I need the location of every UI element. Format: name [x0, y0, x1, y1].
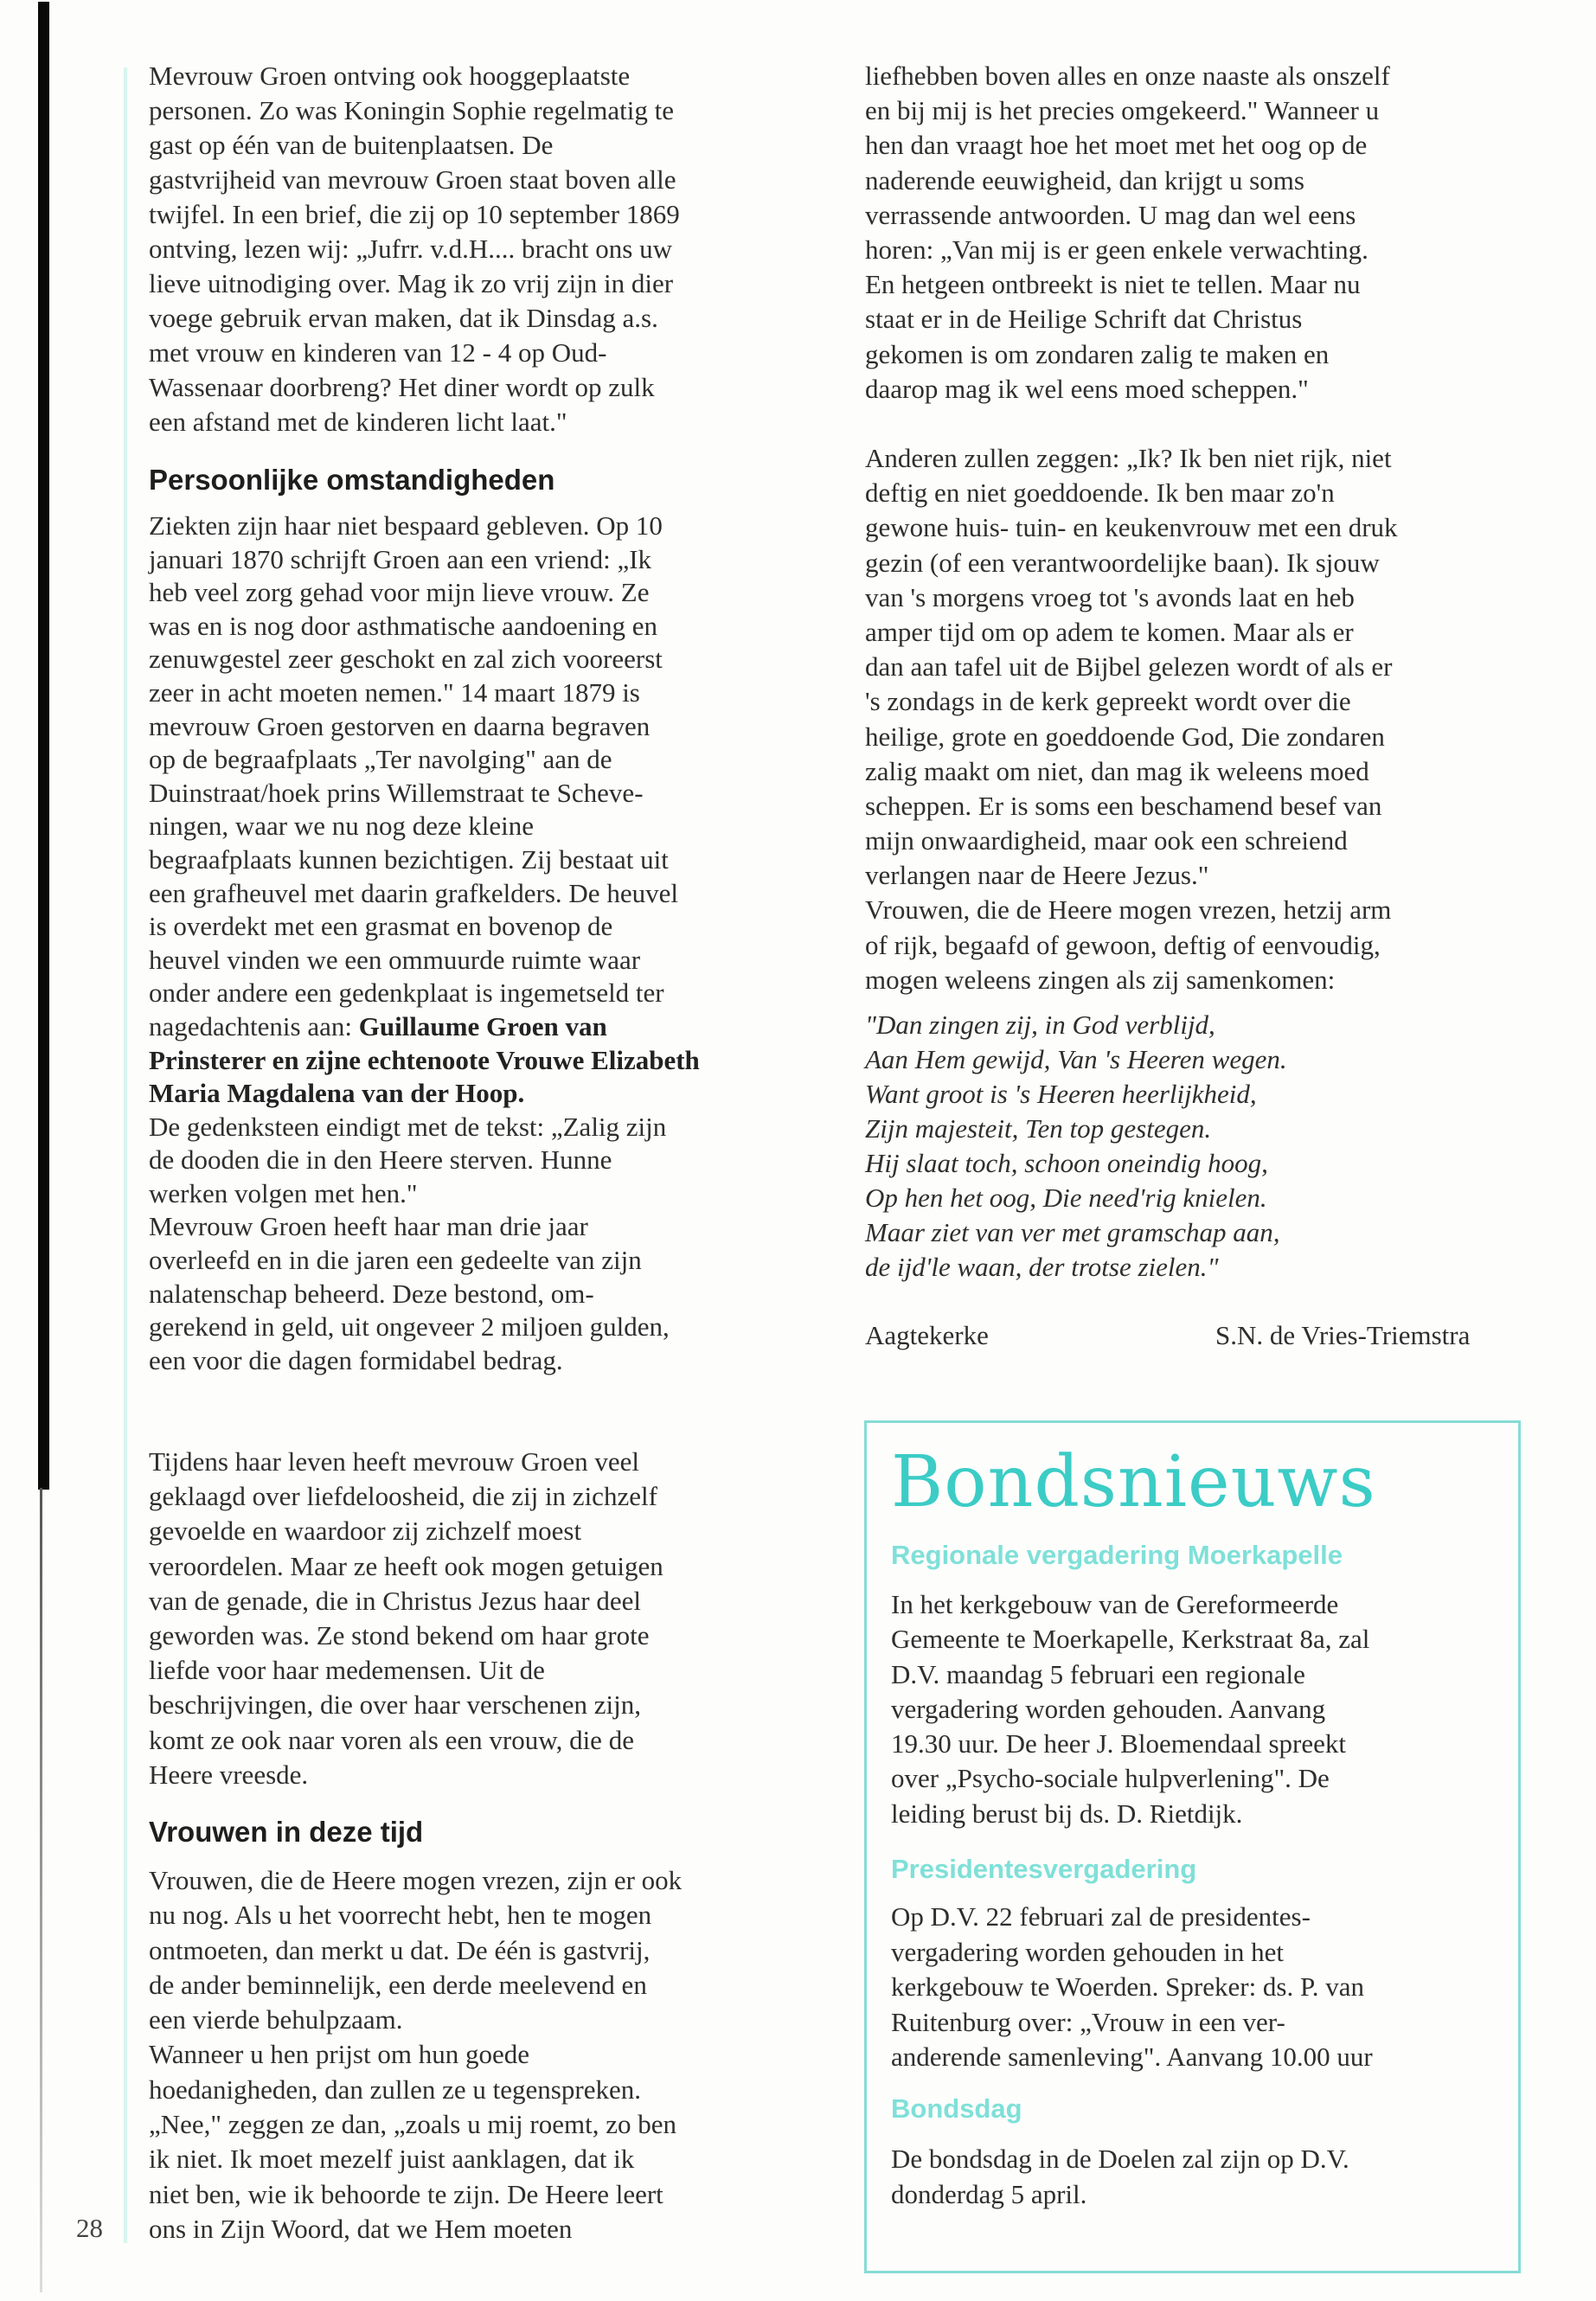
text-line: komt ze ook naar voren als een vrouw, die de: [149, 1724, 634, 1755]
text-line: De gedenksteen eindigt met de tekst: „Zalig zijn: [149, 1111, 667, 1142]
heading-vrouwen-in-deze-tijd: Vrouwen in deze tijd: [149, 1816, 424, 1848]
section-text-presidentes: [891, 1900, 1373, 2075]
scan-edge-line: [40, 1488, 42, 2292]
text-line: liefde voor haar medemensen. Uit de: [149, 1655, 545, 1686]
text-line: daarop mag ik wel eens moed scheppen.": [865, 373, 1309, 404]
text-line: Duinstraat/hoek prins Willemstraat te Scheve-: [149, 777, 644, 808]
text-line: 19.30 uur. De heer J. Bloemendaal spreekt: [891, 1728, 1346, 1759]
text-line: gastvrijheid van mevrouw Groen staat boven alle: [149, 164, 676, 195]
text-line: geworden was. Ze stond bekend om haar grote: [149, 1619, 650, 1650]
text-line: Wassenaar doorbreng? Het diner wordt op zulk: [149, 372, 655, 402]
text-line: lieve uitnodiging over. Mag ik zo vrij zijn in dier: [149, 268, 674, 298]
text-line: liefhebben boven alles en onze naaste als onszelf: [865, 61, 1390, 91]
text-line: In het kerkgebouw van de Gereformeerde: [891, 1589, 1339, 1619]
text-line: twijfel. In een brief, die zij op 10 september 1869: [149, 199, 680, 229]
text-line: "Dan zingen zij, in God verblijd,: [865, 1009, 1215, 1040]
text-line: verlangen naar de Heere Jezus.": [865, 860, 1209, 891]
text-line: [149, 1044, 815, 1078]
text-line: gevoelde en waardoor zij zichzelf moest: [149, 1516, 582, 1547]
text-line: leiding berust bij ds. D. Rietdijk.: [891, 1798, 1243, 1829]
text-line: hen dan vraagt hoe het moet met het oog op de: [865, 130, 1368, 161]
column-rule: [124, 67, 127, 2243]
text-line: Vrouwen, die de Heere mogen vrezen, hetzij arm: [865, 894, 1392, 926]
paragraph-vrouwen: [149, 1863, 815, 2247]
text-line: vergadering worden gehouden in het: [891, 1936, 1284, 1967]
text-line: deftig en niet goeddoende. Ik ben maar zo'n: [865, 478, 1335, 509]
text-line: nagedachtenis aan: Guillaume Groen van: [149, 1010, 607, 1042]
text-line: ontving, lezen wij: „Jufrr. v.d.H.... bracht ons uw: [149, 234, 672, 264]
text-line: overleefd en in die jaren een gedeelte van zijn: [149, 1245, 642, 1276]
text-line: Wanneer u hen prijst om hun goede: [149, 2039, 529, 2070]
heading-persoonlijke-omstandigheden: Persoonlijke omstandigheden: [149, 464, 555, 496]
text-line: een grafheuvel met daarin grafkelders. De heuvel: [149, 877, 678, 908]
text-line: Want groot is 's Heeren heerlijkheid,: [865, 1079, 1257, 1109]
text-line: Op D.V. 22 februari zal de presidentes-: [891, 1901, 1311, 1932]
text-line: Gemeente te Moerkapelle, Kerkstraat 8a, zal: [891, 1624, 1370, 1655]
text-line: amper tijd om op adem te komen. Maar als er: [865, 616, 1354, 647]
text-line: is overdekt met een grasmat en bovenop de: [149, 911, 613, 942]
poem: [865, 1008, 1531, 1285]
section-heading-presidentes: Presidentesvergadering: [891, 1854, 1197, 1884]
text-line: beschrijvingen, die over haar verschenen zijn,: [149, 1689, 641, 1721]
text-line: Anderen zullen zeggen: „Ik? Ik ben niet rijk, niet: [865, 443, 1392, 473]
text-line: 's zondags in de kerk gepreekt wordt over die: [865, 686, 1351, 717]
text-line: „Nee," zeggen ze dan, „zoals u mij roemt, zo ben: [149, 2109, 676, 2140]
text-line: de ander beminnelijk, een derde meelevend en: [149, 1969, 647, 2000]
section-heading-bondsdag: Bondsdag: [891, 2093, 1022, 2124]
text-line: scheppen. Er is soms een beschamend besef van: [865, 790, 1382, 821]
text-line: heb veel zorg gehad voor mijn lieve vrouw. Ze: [149, 577, 650, 608]
text-line: nu nog. Als u het voorrecht hebt, hen te mogen: [149, 1900, 652, 1931]
text-line: een afstand met de kinderen licht laat.": [149, 407, 567, 437]
text-line: van 's morgens vroeg tot 's avonds laat en heb: [865, 581, 1355, 612]
text-line: Hij slaat toch, schoon oneindig hoog,: [865, 1148, 1268, 1178]
text-line: de ijd'le waan, der trotse zielen.": [865, 1252, 1219, 1282]
text-line: een vierde behulpzaam.: [149, 2004, 403, 2035]
text-line: over „Psycho-sociale hulpverlening". De: [891, 1763, 1330, 1794]
text-line: gezin (of een verantwoordelijke baan). Ik sjouw: [865, 547, 1380, 578]
text-line: kerkgebouw te Woerden. Spreker: ds. P. van: [891, 1971, 1365, 2002]
text-line: Mevrouw Groen ontving ook hooggeplaatste: [149, 61, 631, 91]
text-line: ningen, waar we nu nog deze kleine: [149, 811, 535, 842]
text-line: werken volgen met hen.": [149, 1177, 418, 1208]
text-line: De bondsdag in de Doelen zal zijn op D.V.: [891, 2144, 1349, 2174]
text-line: voege gebruik ervan maken, dat ik Dinsdag a.s.: [149, 303, 658, 333]
paragraph-ziekten: [149, 510, 815, 1377]
text-line: Tijdens haar leven heeft mevrouw Groen veel: [149, 1446, 640, 1477]
signature-author: S.N. de Vries-Triemstra: [1215, 1320, 1471, 1350]
text-line: onder andere een gedenkplaat is ingemetseld ter: [149, 977, 664, 1009]
text-line: hoedanigheden, dan zullen ze u tegenspreken.: [149, 2073, 641, 2105]
text-line: op de begraafplaats „Ter navolging" aan de: [149, 744, 612, 775]
text-line: Heere vreesde.: [149, 1759, 309, 1790]
section-heading-regionale: Regionale vergadering Moerkapelle: [891, 1540, 1343, 1570]
text-line: dan aan tafel uit de Bijbel gelezen wordt of als er: [865, 651, 1393, 683]
bold-text: Maria Magdalena van der Hoop.: [149, 1078, 525, 1109]
paragraph-tijdens: [149, 1445, 815, 1792]
text-line: gast op één van de buitenplaatsen. De: [149, 130, 554, 160]
text-line: staat er in de Heilige Schrift dat Christus: [865, 304, 1303, 335]
text-line: vergadering worden gehouden. Aanvang: [891, 1693, 1326, 1724]
text-line: ons in Zijn Woord, dat we Hem moeten: [149, 2213, 573, 2244]
text-line: Ziekten zijn haar niet bespaard gebleven. Op 10: [149, 510, 663, 541]
text-line: [149, 1077, 815, 1111]
text-line: zalig maakt om niet, dan mag ik weleens moed: [865, 755, 1369, 786]
text-line: of rijk, begaafd of gewoon, deftig of eenvoudig,: [865, 929, 1381, 960]
text-line: mogen weleens zingen als zij samenkomen:: [865, 964, 1336, 995]
text-line: gewone huis- tuin- en keukenvrouw met een druk: [865, 512, 1398, 543]
bold-text: Guillaume Groen van: [358, 1010, 607, 1042]
text-line: begraafplaats kunnen bezichtigen. Zij bestaat uit: [149, 843, 669, 875]
text-line: en bij mij is het precies omgekeerd." Wanneer u: [865, 95, 1380, 126]
text-line: zenuwgestel zeer geschokt en zal zich vooreerst: [149, 644, 663, 675]
text-line: was en is nog door asthmatische aandoening en: [149, 610, 657, 641]
bold-text: Prinsterer en zijne echtenoote Vrouwe Elizabeth: [149, 1044, 700, 1075]
text-line: Vrouwen, die de Heere mogen vrezen, zijn er ook: [149, 1865, 683, 1895]
paragraph-liefhebben: [865, 59, 1531, 407]
text-line: zeer in acht moeten nemen." 14 maart 1879 is: [149, 676, 640, 708]
text-line: verrassende antwoorden. U mag dan wel eens: [865, 199, 1356, 230]
text-line: D.V. maandag 5 februari een regionale: [891, 1658, 1305, 1689]
text-line: nalatenschap beheerd. Deze bestond, om-: [149, 1278, 594, 1309]
text-line: de dooden die in den Heere sterven. Hunne: [149, 1144, 612, 1176]
text-line: Op hen het oog, Die need'rig knielen.: [865, 1183, 1267, 1213]
text-line: Maar ziet van ver met gramschap aan,: [865, 1217, 1280, 1247]
text-line: Mevrouw Groen heeft haar man drie jaar: [149, 1211, 588, 1242]
bondsnieuws-title: Bondsnieuws: [891, 1441, 1376, 1523]
paragraph-anderen: [865, 441, 1531, 997]
text-line: veroordelen. Maar ze heeft ook mogen getuigen: [149, 1550, 663, 1581]
text-line: Aan Hem gewijd, Van 's Heeren wegen.: [865, 1044, 1287, 1074]
signature-place: Aagtekerke: [865, 1320, 989, 1350]
text-line: heilige, grote en goeddoende God, Die zondaren: [865, 721, 1385, 752]
text-line: Zijn majesteit, Ten top gestegen.: [865, 1113, 1212, 1144]
text-line: donderdag 5 april.: [891, 2179, 1087, 2209]
text-line: ontmoeten, dan merkt u dat. De één is gastvrij,: [149, 1934, 651, 1965]
text-line: januari 1870 schrijft Groen aan een vriend: „Ik: [149, 543, 652, 574]
text-line: geklaagd over liefdeloosheid, die zij in zichzelf: [149, 1481, 657, 1512]
text-line: horen: „Van mij is er geen enkele verwachting.: [865, 234, 1368, 265]
text-line: gerekend in geld, uit ongeveer 2 miljoen gulden,: [149, 1311, 670, 1343]
scan-edge-bar: [38, 2, 49, 1490]
text-line: En hetgeen ontbreekt is niet te tellen. Maar nu: [865, 269, 1361, 300]
text-line: met vrouw en kinderen van 12 - 4 op Oud-: [149, 337, 607, 368]
text-line: anderende samenleving". Aanvang 10.00 uur: [891, 2041, 1373, 2072]
text-line: mijn onwaardigheid, maar ook een schreiend: [865, 825, 1348, 856]
page-number: 28: [76, 2213, 103, 2243]
text-line: gekomen is om zondaren zalig te maken en: [865, 338, 1330, 369]
text-line: van de genade, die in Christus Jezus haar deel: [149, 1585, 642, 1616]
text-line: naderende eeuwigheid, dan krijgt u soms: [865, 164, 1304, 195]
text-line: heuvel vinden we een ommuurde ruimte waar: [149, 944, 641, 975]
text-line: personen. Zo was Koningin Sophie regelmatig te: [149, 95, 674, 125]
text-line: Ruitenburg over: „Vrouw in een ver-: [891, 2006, 1285, 2037]
text-line: mevrouw Groen gestorven en daarna begraven: [149, 710, 651, 741]
text-line: een voor die dagen formidabel bedrag.: [149, 1344, 563, 1375]
paragraph-intro: [149, 59, 815, 439]
text-line: niet ben, wie ik behoorde te zijn. De Heere leert: [149, 2178, 663, 2209]
text-line: ik niet. Ik moet mezelf juist aanklagen, dat ik: [149, 2144, 635, 2175]
section-text-bondsdag: [891, 2141, 1349, 2212]
section-text-regionale: [891, 1587, 1369, 1831]
